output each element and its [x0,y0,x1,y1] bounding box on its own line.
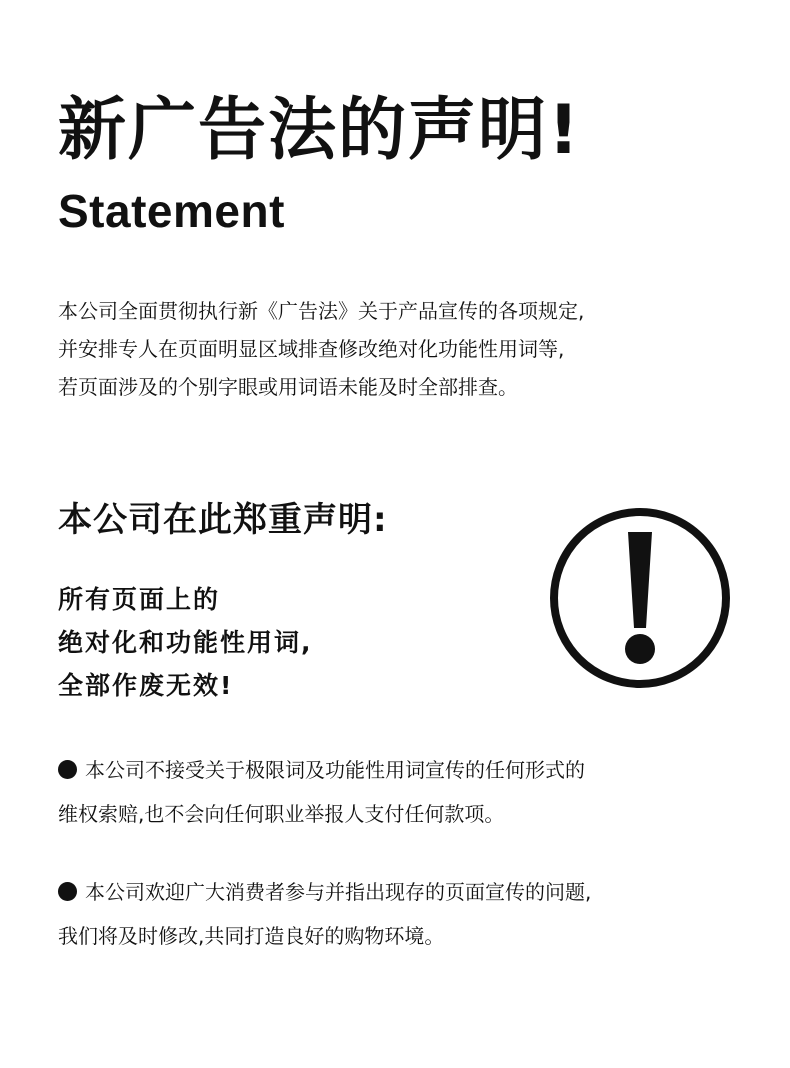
page-title: 新广告法的声明! [58,91,582,170]
bullet-line: 本公司不接受关于极限词及功能性用词宣传的任何形式的 [85,758,585,782]
intro-line: 本公司全面贯彻执行新《广告法》关于产品宣传的各项规定, [58,299,585,323]
declaration-heading: 本公司在此郑重声明: [58,500,388,540]
bullet-dot-icon [58,760,77,779]
bullet-line: 我们将及时修改,共同打造良好的购物环境。 [58,924,445,948]
declaration-body [58,578,313,707]
bullet-dot-icon [58,882,77,901]
notice-bullet [58,870,758,958]
notice-bullet [58,748,758,836]
intro-line: 若页面涉及的个别字眼或用词语未能及时全部排查。 [58,375,518,399]
bullet-line: 维权索赔,也不会向任何职业举报人支付任何款项。 [58,802,505,826]
intro-paragraph [58,292,758,406]
bullet-line: 本公司欢迎广大消费者参与并指出现存的页面宣传的问题, [85,880,592,904]
declaration-line: 绝对化和功能性用词, [58,628,313,657]
declaration-line: 所有页面上的 [58,585,221,614]
exclamation-circle-icon [548,506,732,690]
page-subtitle: Statement [58,185,285,237]
intro-line: 并安排专人在页面明显区域排查修改绝对化功能性用词等, [58,337,565,361]
declaration-line: 全部作废无效! [58,671,234,700]
